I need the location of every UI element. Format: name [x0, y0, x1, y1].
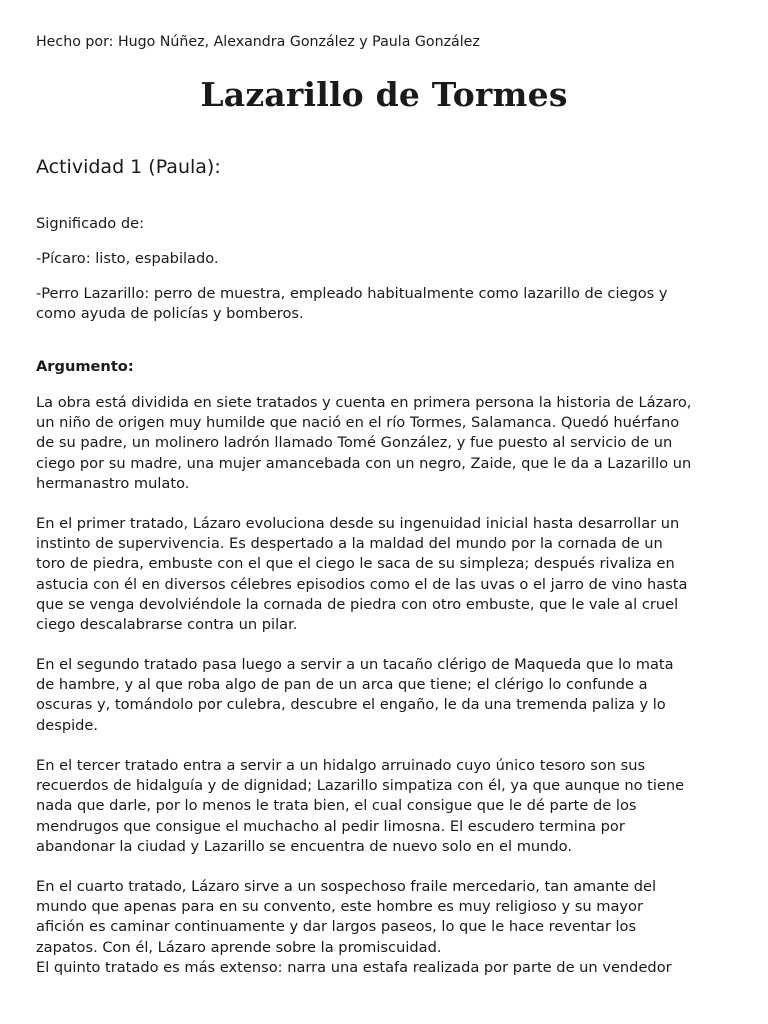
paragraph-line: En el tercer tratado entra a servir a un hidalgo arruinado cuyo único tesoro son sus [36, 757, 646, 774]
paragraph-line: afición es caminar continuamente y dar largos paseos, lo que le hace reventar los [36, 918, 637, 936]
paragraph-line: que se venga devolviéndole la cornada de piedra con otro embuste, que le vale al cruel [36, 595, 679, 613]
paragraph-line: instinto de supervivencia. Es despertado a la maldad del mundo por la cornada de un [36, 535, 663, 553]
paragraph-line: En el segundo tratado pasa luego a servir a un tacaño clérigo de Maqueda que lo mata [36, 656, 674, 673]
argument-paragraph-1 [36, 393, 736, 494]
argument-paragraph-5 [36, 877, 736, 978]
paragraph-line: mendrugos que consigue el muchacho al pedir limosna. El escudero termina por [36, 817, 625, 835]
paragraph-line: En el primer tratado, Lázaro evoluciona desde su ingenuidad inicial hasta desarrollar un [36, 515, 680, 532]
argument-paragraph-4 [36, 756, 736, 857]
argument-heading: Argumento: [36, 358, 134, 375]
paragraph-line: La obra está dividida en siete tratados y cuenta en primera persona la historia de Lázaro, [36, 394, 692, 411]
meaning-label: Significado de: [36, 215, 145, 232]
paragraph-line: El quinto tratado es más extenso: narra una estafa realizada por parte de un vendedor [36, 958, 672, 976]
document-title: Lazarillo de Tormes [200, 75, 568, 114]
paragraph-line: un niño de origen muy humilde que nació en el río Tormes, Salamanca. Quedó huérfano [36, 414, 680, 432]
paragraph-line: despide. [36, 716, 99, 734]
definition-line: como ayuda de policías y bomberos. [36, 305, 304, 323]
paragraph-line: oscuras y, tomándolo por culebra, descubre el engaño, le da una tremenda paliza y lo [36, 696, 666, 714]
definition-line: -Perro Lazarillo: perro de muestra, empleado habitualmente como lazarillo de ciegos y [36, 285, 668, 302]
paragraph-line: recuerdos de hidalguía y de dignidad; Lazarillo simpatiza con él, ya que aunque no tiene [36, 777, 685, 795]
paragraph-line: ciego descalabrarse contra un pilar. [36, 616, 298, 634]
paragraph-line: hermanastro mulato. [36, 474, 190, 492]
paragraph-line: En el cuarto tratado, Lázaro sirve a un sospechoso fraile mercedario, tan amante del [36, 878, 657, 895]
paragraph-line: de hambre, y al que roba algo de pan de un arca que tiene; el clérigo lo confunde a [36, 676, 648, 694]
paragraph-line: de su padre, un molinero ladrón llamado Tomé González, y fue puesto al servicio de un [36, 434, 673, 452]
paragraph-line: mundo que apenas para en su convento, este hombre es muy religioso y su mayor [36, 898, 643, 916]
paragraph-line: zapatos. Con él, Lázaro aprende sobre la promiscuidad. [36, 938, 442, 956]
activity-heading: Actividad 1 (Paula): [36, 156, 221, 178]
argument-paragraph-3 [36, 655, 736, 736]
paragraph-line: ciego por su madre, una mujer amancebada con un negro, Zaide, que le da a Lazarillo un [36, 454, 692, 472]
paragraph-line: astucia con él en diversos célebres episodios como el de las uvas o el jarro de vino hasta [36, 575, 688, 593]
definition-perro-lazarillo [36, 284, 736, 324]
argument-paragraph-2 [36, 514, 736, 635]
paragraph-line: nada que darle, por lo menos le trata bien, el cual consigue que le dé parte de los [36, 797, 637, 815]
definition-picaro: -Pícaro: listo, espabilado. [36, 250, 219, 267]
paragraph-line: abandonar la ciudad y Lazarillo se encuentra de nuevo solo en el mundo. [36, 837, 572, 855]
paragraph-line: toro de piedra, embuste con el que el ciego le saca de su simpleza; después rivaliza en [36, 555, 675, 573]
authors-line: Hecho por: Hugo Núñez, Alexandra González y Paula González [36, 34, 480, 50]
